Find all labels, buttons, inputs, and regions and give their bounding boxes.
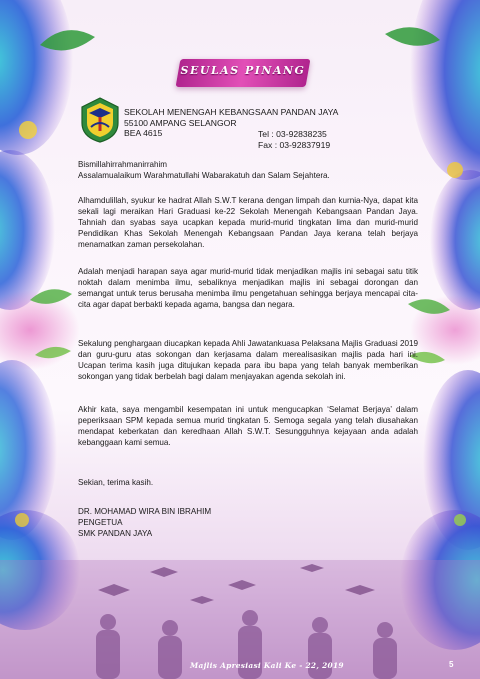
paragraph — [78, 195, 418, 250]
banner-title: SEULAS PINANG — [180, 64, 306, 77]
signatory-title: PENGETUA — [78, 518, 123, 527]
closing: Sekian, terima kasih. — [78, 478, 154, 487]
paragraph-text: Akhir kata, saya mengambil kesempatan ini untuk mengucapkan ‘Selamat Berjaya’ dalam peperiksaan SPM kepada semua murid tingkatan 5. Semoga segala yang telah diusahakan mendapat keberkatan dan keredhaan Allah S.W.T. Sesungguhnya kejayaan anda adalah kebanggaan kami semua. — [78, 405, 418, 447]
greeting-salam: Assalamualaikum Warahmatullahi Wabarakatuh dan Salam Sejahtera. — [78, 171, 330, 180]
paragraph — [78, 266, 418, 310]
school-contacts — [258, 129, 330, 150]
school-tel: Tel : 03-92838235 — [258, 129, 327, 139]
paragraph-text: Alhamdulillah, syukur ke hadrat Allah S.W.T kerana dengan limpah dan kurnia-Nya, dapat kita sekali lagi meraikan Hari Graduasi ke-22 Sekolah Menengah Kebangsaan Pandan Jaya. Tahniah dan syabas saya ucapkan kepada murid-murid tingkatan lima dan murid-murid Pendidikan Khas Sekolah Menengah Kebangsaan Pandan Jaya kerana telah berjaya menamatkan zaman persekolahan. — [78, 196, 418, 249]
page-number: 5 — [449, 660, 454, 669]
school-crest-icon — [80, 97, 120, 143]
signature-block — [78, 506, 418, 539]
greeting-bismillah: Bismillahirrahmanirrahim — [78, 160, 168, 169]
paragraph — [78, 404, 418, 448]
footer-caption: Majlis Apresiasi Kali Ke - 22, 2019 — [190, 661, 344, 670]
paragraph-text: Adalah menjadi harapan saya agar murid-murid tidak menjadikan majlis ini sebagai satu titik noktah dalam menimba ilmu, sebaliknya menjadikan majlis ini sebagai dorongan dan semangat untuk terus berusaha menimba ilmu pengetahuan sehingga berjaya mencapai cita-cita agar dapat berbakti kepada agama, bangsa dan negara. — [78, 267, 418, 309]
school-address: 55100 AMPANG SELANGOR — [124, 117, 237, 128]
paragraph-text: Sekalung penghargaan diucapkan kepada Ahli Jawatankuasa Pelaksana Majlis Graduasi 2019 dan guru-guru atas sokongan dan kerjasama dalam merealisasikan majlis pada hari ini. Ucapan terima kasih juga ditujukan kepada para ibu bapa yang telah banyak memberikan sokongan yang tidak berbelah bagi dalam menjayakan agenda sekolah ini. — [78, 339, 418, 381]
paragraph — [78, 338, 418, 382]
school-name: SEKOLAH MENENGAH KEBANGSAAN PANDAN JAYA — [124, 107, 339, 117]
school-fax: Fax : 03-92837919 — [258, 139, 331, 150]
signatory-school: SMK PANDAN JAYA — [78, 529, 153, 538]
greeting-block — [78, 159, 418, 181]
school-code: BEA 4615 — [124, 128, 163, 138]
signatory-name: DR. MOHAMAD WIRA BIN IBRAHIM — [78, 507, 212, 516]
